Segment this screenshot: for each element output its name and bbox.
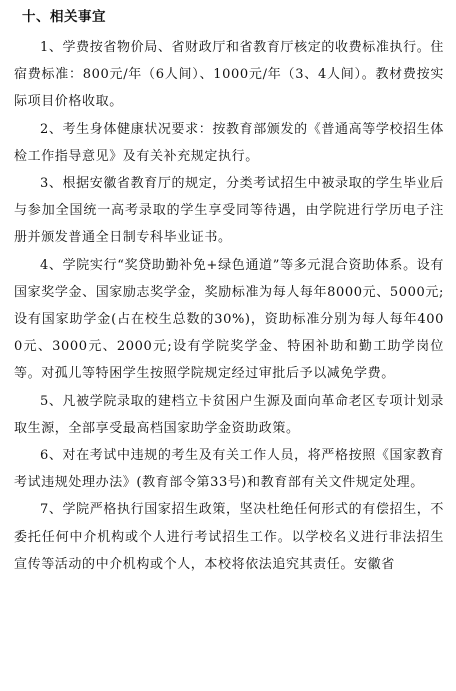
paragraph-diploma: 3、根据安徽省教育厅的规定，分类考试招生中被录取的学生毕业后与参加全国统一高考录取的学生享受同等待遇，由学院进行学历电子注册并颁发普通全日制专科毕业证书。: [14, 176, 444, 246]
paragraph-tuition: 1、学费按省物价局、省财政厅和省教育厅核定的收费标准执行。住宿费标准：800元/年（6人间）、1000元/年（3、4人间）。教材费按实际项目价格收取。: [14, 40, 444, 110]
paragraph-admission-policy: 7、学院严格执行国家招生政策，坚决杜绝任何形式的有偿招生，不委托任何中介机构或个人进行考试招生工作。以学校名义进行非法招生宣传等活动的中介机构或个人，本校将依法追究其责任。安徽省: [14, 502, 444, 572]
document-page: [14, 6, 444, 578]
paragraph-poverty-support: 5、凡被学院录取的建档立卡贫困户生源及面向革命老区专项计划录取生源，全部享受最高档国家助学金资助政策。: [14, 393, 444, 436]
paragraph-health: 2、考生身体健康状况要求：按教育部颁发的《普通高等学校招生体检工作指导意见》及有关补充规定执行。: [14, 121, 444, 164]
paragraph-financial-aid: 4、学院实行“奖贷助勤补免+绿色通道”等多元混合资助体系。设有国家奖学金、国家励志奖学金，奖励标准为每人每年8000元、5000元;设有国家助学金(占在校生总数的30%)，资助标准分别为每人每年4000元、3000元、2000元;设有学院奖学金、特困补助和勤工助学岗位等。对孤儿等特困学生按照学院规定经过审批后予以减免学费。: [14, 257, 444, 382]
paragraph-violations: 6、对在考试中违规的考生及有关工作人员，将严格按照《国家教育考试违规处理办法》(教育部令第33号)和教育部有关文件规定处理。: [14, 448, 444, 491]
section-heading: 十、相关事宜: [22, 9, 106, 25]
